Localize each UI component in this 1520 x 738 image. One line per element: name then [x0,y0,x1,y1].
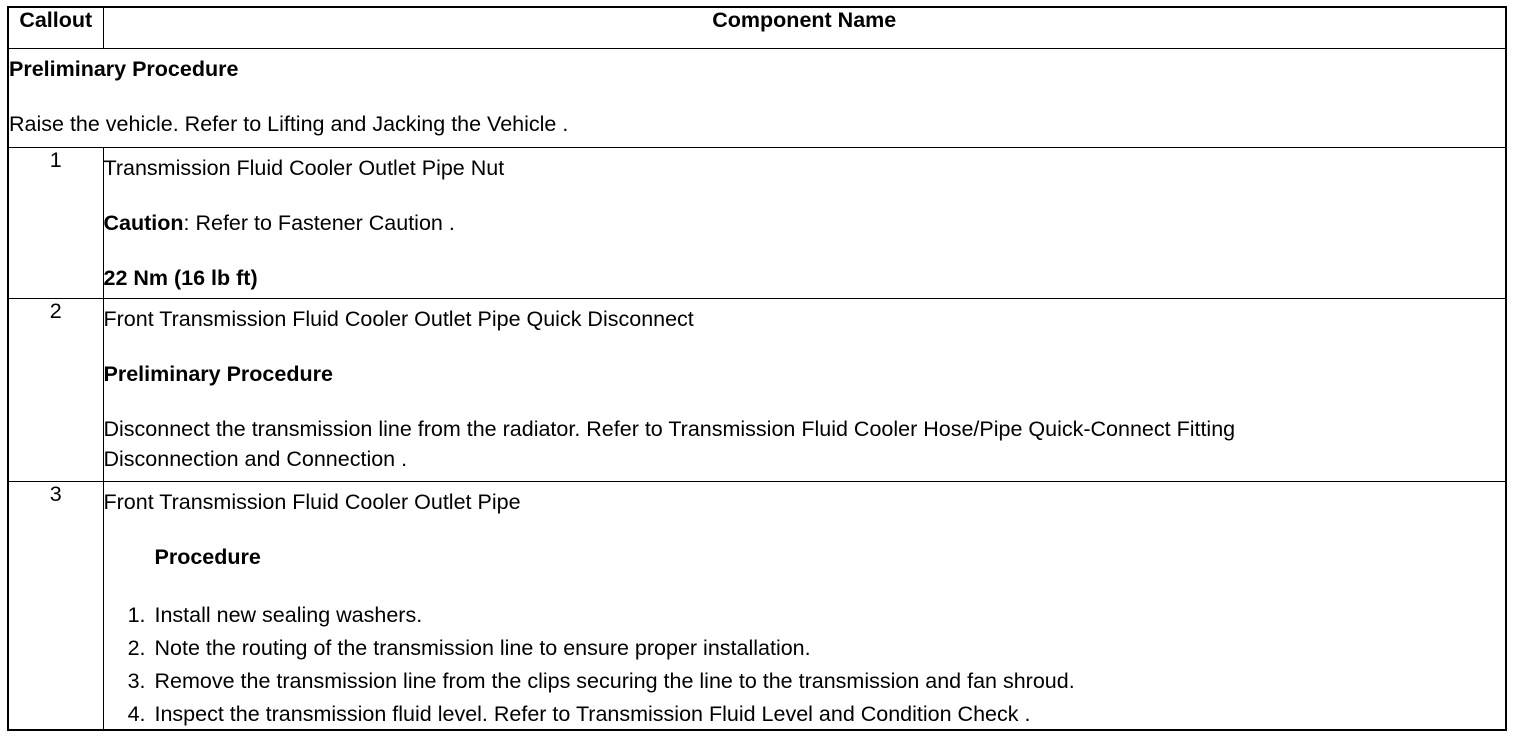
component-name: Front Transmission Fluid Cooler Outlet Pipe [103,490,521,514]
step-number: 1. [127,603,146,627]
step-text: Install new sealing washers. [154,603,423,627]
table-row [9,482,1505,732]
list-item [104,698,1506,731]
step-text: Inspect the transmission fluid level. Refer to Transmission Fluid Level and Condition Check . [154,702,1031,726]
preliminary-text: Raise the vehicle. Refer to Lifting and Jacking the Vehicle . [9,112,569,136]
header-callout: Callout [9,8,103,49]
step-number: 2. [127,636,146,660]
procedure-title: Procedure [154,545,261,569]
component-name: Front Transmission Fluid Cooler Outlet Pipe Quick Disconnect [103,307,694,331]
callout-number: 3 [9,482,103,732]
caution-line [104,210,1506,237]
preliminary-text-line: Disconnect the transmission line from the radiator. Refer to Transmission Fluid Cooler Hose/Pipe Quick-Connect Fitting [103,417,1236,441]
procedure-table [9,8,1505,731]
preliminary-title: Preliminary Procedure [9,57,239,81]
component-cell [103,299,1505,482]
caution-text: : Refer to Fastener Caution . [183,211,455,235]
step-number: 3. [127,669,146,693]
preliminary-title: Preliminary Procedure [103,362,333,386]
preliminary-row [9,49,1505,148]
callout-number: 2 [9,299,103,482]
component-cell [103,482,1505,732]
list-item [104,665,1506,698]
list-item [104,599,1506,632]
torque-spec: 22 Nm (16 lb ft) [103,266,258,290]
component-cell [103,148,1505,299]
preliminary-cell [9,49,1505,148]
procedure-table-container [7,6,1507,731]
header-component-name: Component Name [103,8,1505,49]
preliminary-text-line: Disconnection and Connection . [103,447,408,471]
table-header-row [9,8,1505,49]
table-row [9,148,1505,299]
step-text: Remove the transmission line from the clips securing the line to the transmission and fan shroud. [154,669,1075,693]
table-row [9,299,1505,482]
step-text: Note the routing of the transmission line to ensure proper installation. [154,636,811,660]
callout-number: 1 [9,148,103,299]
component-name: Transmission Fluid Cooler Outlet Pipe Nut [103,156,505,180]
caution-label: Caution [103,211,184,235]
list-item [104,632,1506,665]
procedure-steps [104,599,1506,731]
step-number: 4. [127,702,146,726]
